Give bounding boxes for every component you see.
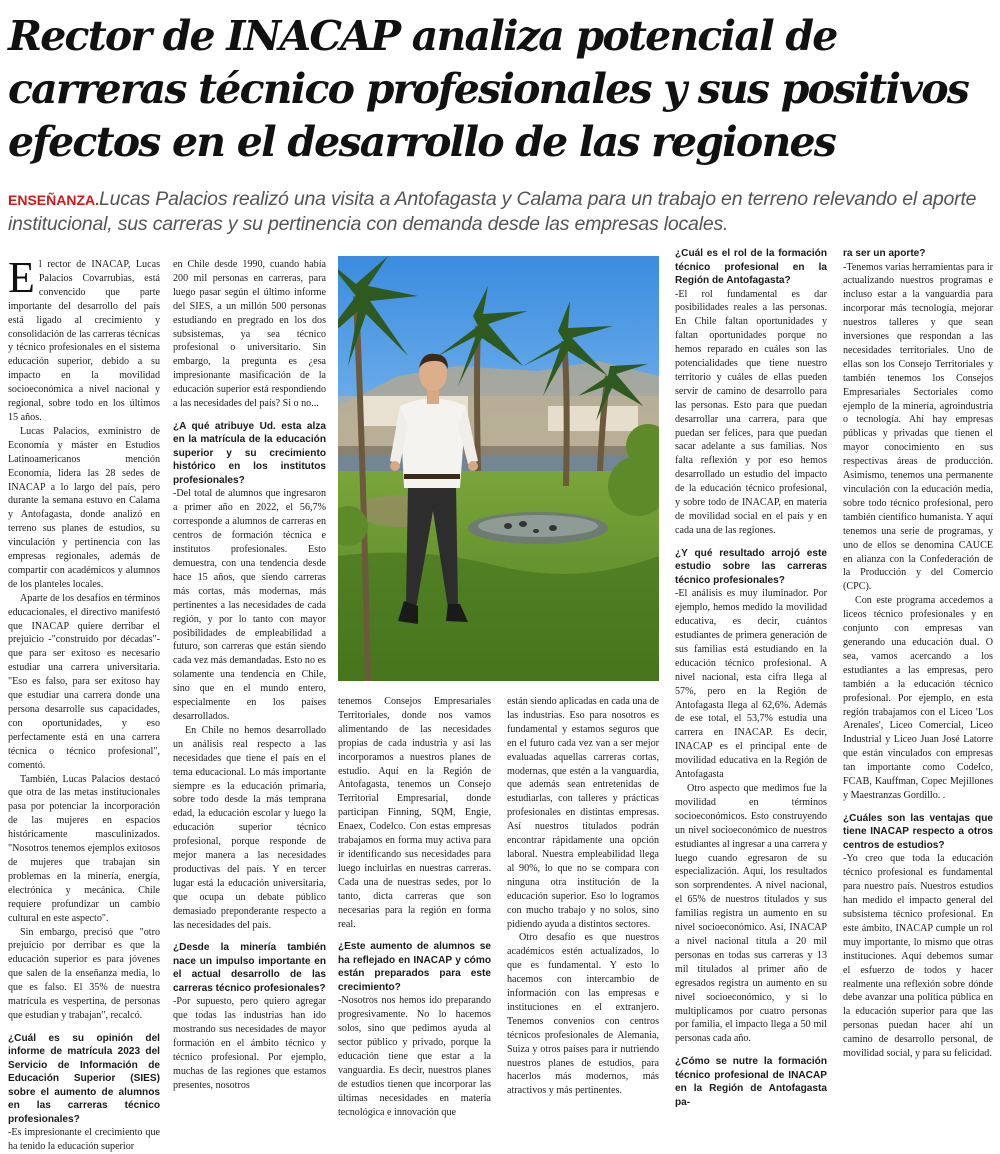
article-column-3 xyxy=(338,695,491,1120)
interview-question: ¿Cómo se nutre la formación técnico profesional de INACAP en la Región de Antofagasta pa- xyxy=(675,1056,827,1108)
drop-cap: E xyxy=(8,253,35,302)
interview-question: ra ser un aporte? xyxy=(843,248,926,259)
interview-question: ¿Desde la minería también nace un impulso importante en el actual desarrollo de las carreras técnico profesionales? xyxy=(173,942,326,994)
paragraph: Lucas Palacios, exministro de Economía y máster en Estudios Latinoamericanos mención Economía, lidera las 28 sedes de INACAP a lo largo del país, pero durante la semana estuvo en Calama y Antofagasta, donde analizó en terreno sus planes de estudios, su vinculación y pertinencia con las empresas regionales, además de compartir con académicos y alumnos de los planteles locales. xyxy=(8,425,160,590)
interview-answer: -Por supuesto, pero quiero agregar que todas las industrias han ido mostrando sus necesidades de mayor formación en el ámbito técnico y técnico profesional. Por ejemplo, muchas de las regiones que estamos presentes, nosotros xyxy=(173,996,326,1091)
paragraph: Con este programa accedemos a liceos técnico profesionales y en conjunto con empresas van generando una educación dual. O sea, vamos acercando a los estudiantes a las empresas, pero también a la educación técnico profesional. Por ejemplo, en esta región trabajamos con el Liceo 'Los Arenales', Liceo Comercial, Liceo Industrial y Liceo Juan José Latorre que están vinculados con empresas tan importante como Codelco, FCAB, Kauffman, Copec Mejillones y Maestranzas Gordillo. . xyxy=(843,595,993,801)
interview-answer: -Es impresionante el crecimiento que ha tenido la educación superior xyxy=(8,1127,160,1153)
article-column-1 xyxy=(8,253,160,1154)
paragraph: Otro aspecto que medimos fue la movilidad en términos socioeconómicos. Esto construyendo un nivel socioeconómico de nuestros estudiantes al ingresar a una carrera y luego cuando egresaron de su especialización. Aquí, los resultados son sorprendentes. A nivel nacional, el 65% de nuestros titulados y sus familias registra un aumento en su nivel socioeconómico. Así, INACAP a nivel nacional titula a 20 mil personas en todas sus carreras y 13 mil titulados al primer año de egresados registra un aumento en su nivel socioeconómico, y si lo multiplicamos por cuatro personas por familia, el impacto llega a 50 mil personas cada año. xyxy=(675,783,827,1045)
interview-answer: -Nosotros nos hemos ido preparando progresivamente. No lo hacemos solos, sino que pedimos ayuda al sector público y privado, porque la educación tiene que estar a la vanguardia. Es decir, nuestros planes de estudios tienen que incorporar las últimas necesidades en materia tecnológica e innovación que xyxy=(338,995,491,1118)
photo-man-in-park xyxy=(338,256,659,681)
paragraph: Sin embargo, precisó que "otro prejuicio por derribar es que la educación superior es para jóvenes que salen de la enseñanza media, lo que es falso. El 35% de nuestra matrícula es vespertina, de personas que estudian y trabajan", recalcó. xyxy=(8,926,160,1021)
article-lead xyxy=(8,187,993,236)
paragraph: Otro desafío es que nuestros académicos estén actualizados, lo que es fundamental. Y esto lo hacemos con intercambio de información con las empresas e instituciones en el extranjero. Tenemos convenios con centros técnicos profesionales de Alemania, Suiza y otros países para ir nutriendo nuestros planes de estudios, para hacerlos más modernos, más atractivos y más pertinentes. xyxy=(507,932,659,1097)
paragraph: También, Lucas Palacios destacó que otra de las metas institucionales pasa por potenciar la incorporación de las mujeres en espacios históricamente masculinizados. "Nosotros tenemos ejemplos exitosos de mujeres que trabajan sin problemas en la minería, energía, electrónica y mecánica. Chile requiere profundizar un cambio cultural en este aspecto". xyxy=(8,773,160,924)
interview-question: ¿Cuáles son las ventajas que tiene INACAP respecto a otros centros de estudios? xyxy=(843,812,993,851)
article-column-2 xyxy=(173,258,326,1093)
lead-text: Lucas Palacios realizó una visita a Antofagasta y Calama para un trabajo en terreno relevando el aporte institucional, sus carreras y su pertinencia con demanda desde las empresas locales. xyxy=(8,188,977,235)
interview-question: ¿A qué atribuye Ud. esta alza en la matrícula de la educación superior y su crecimiento histórico en los institutos profesionales? xyxy=(173,420,326,486)
article-column-5 xyxy=(675,247,827,1109)
interview-answer: -El rol fundamental es dar posibilidades reales a las personas. En Chile faltan oportunidades y faltan oportunidades porque no hemos reparado en cuáles son las potencialidades que tiene nuestro territorio y cuáles de ellas pueden servir de camino de desarrollo para las personas. Esto para que puedan desarrollar una carrera, para que puedan ser felices, para que puedan sacar adelante a sus familias. Nos falta reflexión y por eso hemos desarrollado un estudio del impacto de la educación técnico profesional, y sobre todo de INACAP, en materia de movilidad social en el país y en cada una de las regiones. xyxy=(675,288,827,536)
paragraph: El rector de INACAP, Lucas Palacios Covarrubias, está convencido que parte importante del desarrollo del país está ligado al crecimiento y consolidación de las carreras técnicas y técnico profesionales en el sistema educación superior, debido a su impacto en la movilidad socioeconómica a nivel nacional y regional, sobre todo en los últimos 15 años. xyxy=(8,253,160,423)
paragraph: en Chile desde 1990, cuando había 200 mil personas en carreras, para luego pasar según el último informe del SIES, a un millón 500 personas estudiando en pregrado en los dos subsistemas, ya sea técnico profesional o universitario. Sin embargo, la pregunta es ¿esa impresionante masificación de la educación superior está respondiendo a las necesidades del país? Si o no... xyxy=(173,259,326,410)
interview-question: ¿Cuál es su opinión del informe de matrícula 2023 del Servicio de Información de Educación Superior (SIES) sobre el aumento de alumnos en las carreras técnico profesionales? xyxy=(8,1032,160,1125)
interview-question: ¿Cuál es el rol de la formación técnico profesional en la Región de Antofagasta? xyxy=(675,248,827,286)
interview-answer: -Del total de alumnos que ingresaron a primer año en 2022, el 56,7% corresponde a alumnos de carreras en centros de formación técnica e institutos profesionales. Esto demuestra, con una tendencia desde hace 15 años, que siendo carreras más cortas, más modernas, más pertinentes a las necesidades de cada región, y por lo tanto con mayor posibilidades de empleabilidad a futuro, son carreras que están siendo cada vez más demandadas. Esto no es solamente una tendencia en Chile, sino que en el mundo entero, especialmente en los países desarrollados. xyxy=(173,488,326,722)
article-column-4 xyxy=(507,695,659,1098)
interview-answer: -Tenemos varias herramientas para ir actualizando nuestros programas e incluso estar a la vanguardia para incorporar más tecnología, mejorar nuestros talleres y que sean inversiones que respondan a las necesidades territoriales. Uno de ellas son los Consejo Territoriales y también tenemos los Consejos Empresariales Sectoriales como ejemplo de la minería, agroindustria o tecnología. Ahí hay empresas públicas y privadas que tienen el mayor conocimiento en sus respectivas áreas de producción. Asimismo, tenemos una permanente vinculación con la educación media, sobre todo técnico profesional, pero también científico humanista. Y aquí tenemos una serie de programas, y uno de ellos se denomina CAUCE en alianza con la Confederación de la Producción y del Comercio (CPC). xyxy=(843,261,993,593)
interview-question: ¿Y qué resultado arrojó este estudio sobre las carreras técnico profesionales? xyxy=(675,547,827,586)
article-photo xyxy=(338,256,659,681)
interview-question: ¿Este aumento de alumnos se ha reflejado en INACAP y cómo están preparados para este crecimiento? xyxy=(338,941,491,993)
interview-answer: -El análisis es muy iluminador. Por ejemplo, hemos medido la movilidad educativa, es decir, cuántos estudiantes de primera generación de sus familias está estudiando en la educación técnico profesional. A nivel nacional, esta cifra llega al 57%, pero en la Región de Antofagasta llega al 62,6%. Además de ese total, el 53,7% estudia una carrera en INACAP. Es decir, INACAP es el principal ente de movilidad educativa en la Región de Antofagasta xyxy=(675,588,827,781)
paragraph: están siendo aplicadas en cada una de las industrias. Eso para nosotros es fundamental y estamos seguros que en el futuro cada vez van a ser mejor evaluadas aquellas carreras cortas, modernas, que estén a la vanguardia, que además sean entretenidas de estudiarlas, con talleres y prácticas profesionales en distintas empresas. Así nuestros titulados podrán encontrar rápidamente una opción laboral. Nuestra empleabilidad llega al 90%, lo que no se compara con ninguna otra institución de la educación superior. Eso lo logramos con mucho trabajo y no solos, sino pidiendo ayuda a distintos sectores. xyxy=(507,696,659,930)
paragraph: En Chile no hemos desarrollado un análisis real respecto a las necesidades que tiene el país en el tema educacional. Lo más importante siempre es la educación primaria, sobre todo desde la más temprana edad, la educación escolar y luego la educación superior técnico profesional, porque responde de mejor manera a las necesidades productivas del país. Y en tercer lugar está la educación universitaria, que ocupa un debate público demasiado preponderante respecto a las necesidades del país. xyxy=(173,724,326,931)
article-headline: Rector de INACAP analiza potencial de carreras técnico profesionales y sus positivos efectos en el desarrollo de las regiones xyxy=(8,12,969,166)
interview-answer: -Yo creo que toda la educación técnico profesional es fundamental para nuestro país. Nuestros estudios han medido el impacto general del subsistema técnico profesional. En este ámbito, INACAP cumple un rol muy importante, lo mismo que otras instituciones. Aquí debemos sumar el esfuerzo de todos y hacer realmente una reflexión sobre dónde debe avanzar una política pública en la educación superior para que las personas puedan hacer ahí un camino de desarrollo personal, de movilidad social, y para su felicidad. xyxy=(843,853,993,1060)
section-kicker: ENSEÑANZA. xyxy=(8,192,100,208)
article-column-6 xyxy=(843,247,993,1061)
paragraph: Aparte de los desafíos en términos educacionales, el directivo manifestó que INACAP quiere derribar el prejuicio -"construido por décadas"- que para ser exitoso es necesario estudiar una carrera universitaria. "Eso es falso, para ser exitoso hay que estudiar una carrera donde una persona desarrolle sus capacidades, con oportunidades, y eso perfectamente está en una carrera técnica o técnico profesional", comentó. xyxy=(8,592,160,771)
paragraph: tenemos Consejos Empresariales Territoriales, donde nos vamos alimentando de las necesidades propias de cada industria y así las incorporamos a nuestros planes de estudio. Aquí en la Región de Antofagasta, tenemos un Consejo Territorial Empresarial, donde participan Finning, SQM, Engie, Enaex, Codelco. Con estas empresas trabajamos en forma muy activa para ir identificando sus necesidades para luego incluirlas en nuestras carreras. Cada una de nuestras sedes, por lo tanto, dicta carreras que son necesarias para la región en forma real. xyxy=(338,696,491,930)
